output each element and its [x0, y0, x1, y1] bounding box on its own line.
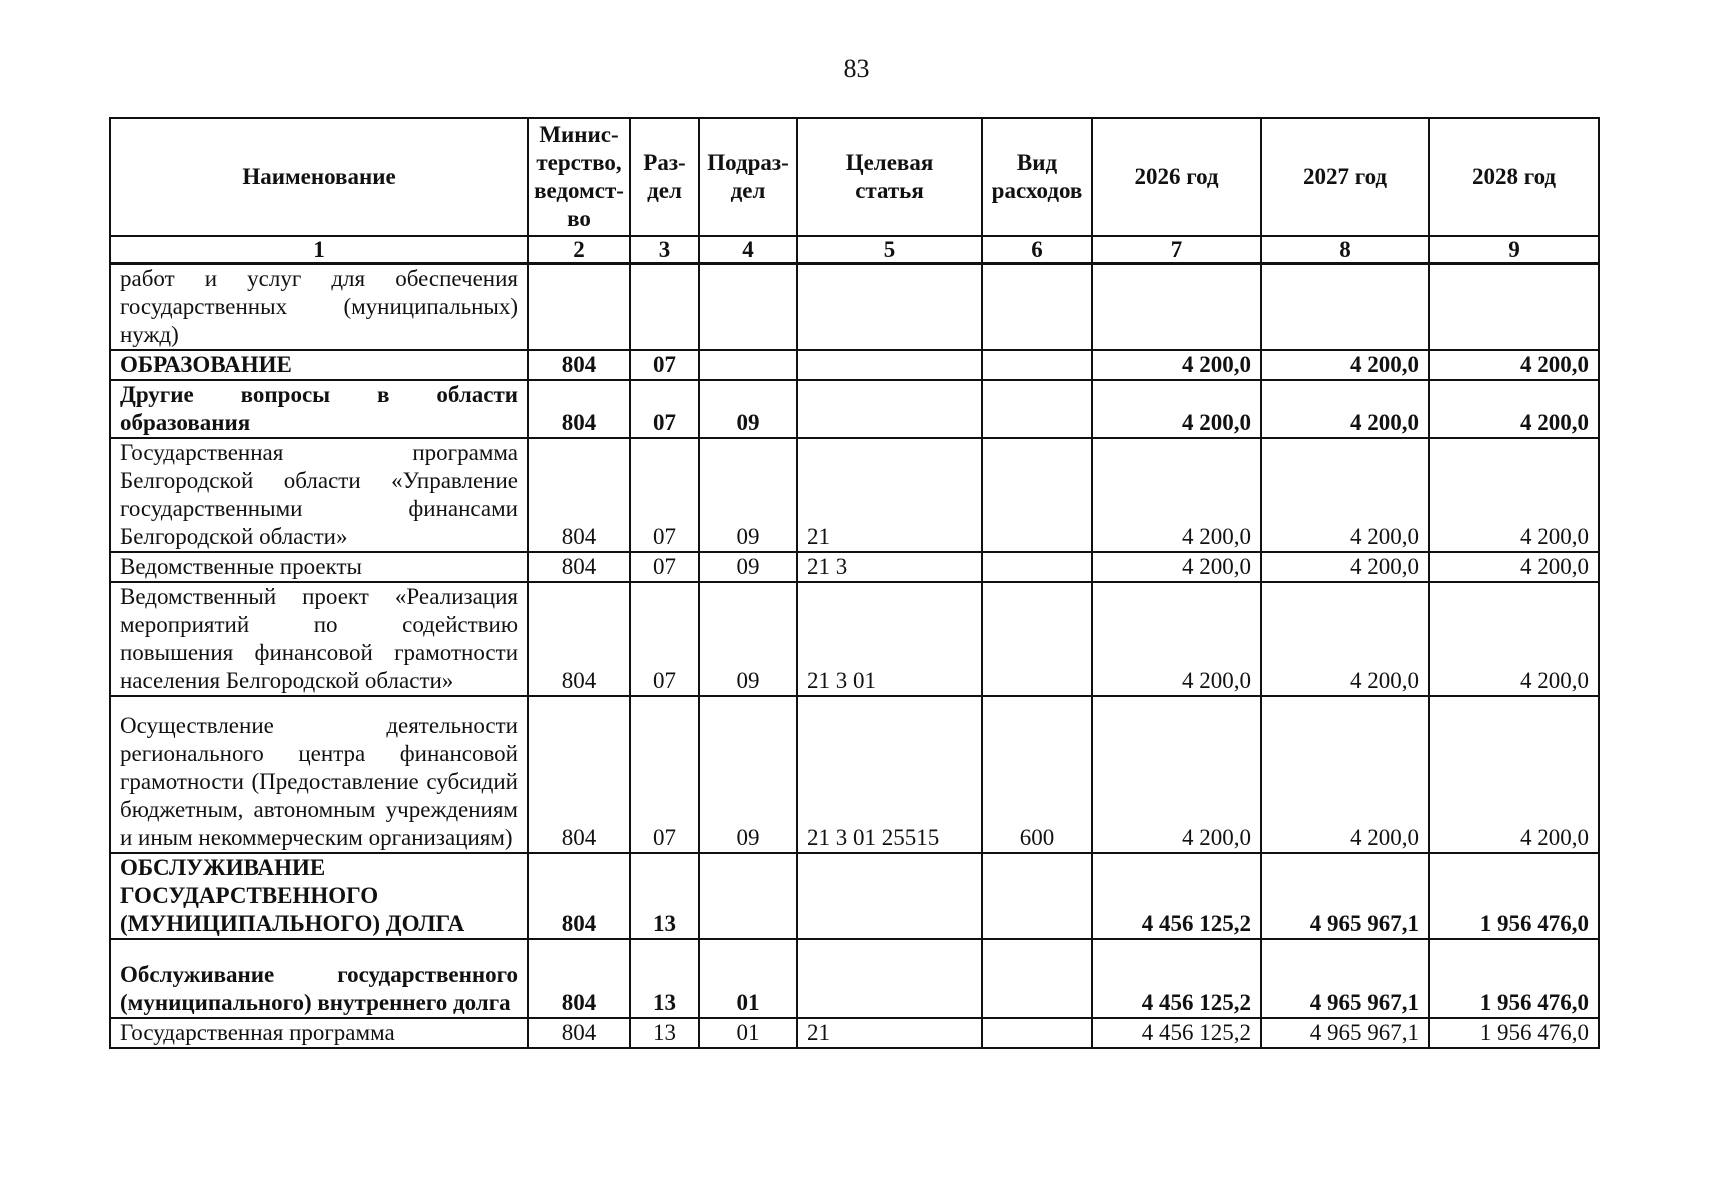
column-number-row [110, 236, 1599, 264]
row-section: 13 [630, 939, 699, 1018]
row-value-2026: 4 200,0 [1092, 696, 1261, 853]
row-value-2027: 4 965 967,1 [1261, 853, 1429, 939]
row-value-2027 [1261, 264, 1429, 351]
row-expense-type [982, 582, 1092, 696]
row-target: 21 [797, 438, 982, 552]
row-ministry: 804 [528, 939, 630, 1018]
table-row [110, 582, 1599, 696]
table-body [110, 264, 1599, 1049]
row-value-2026: 4 200,0 [1092, 582, 1261, 696]
row-name: Ведомственный проект «Реализация мероприятий по содействию повышения финансовой грамотности населения Белгородской области» [110, 582, 528, 696]
row-ministry: 804 [528, 552, 630, 582]
row-subsection: 01 [699, 1018, 797, 1048]
row-value-2026: 4 200,0 [1092, 438, 1261, 552]
row-value-2028: 4 200,0 [1429, 696, 1599, 853]
column-number: 5 [797, 236, 982, 264]
row-subsection: 09 [699, 438, 797, 552]
row-value-2028: 4 200,0 [1429, 350, 1599, 380]
page-number: 83 [843, 54, 870, 83]
row-value-2027: 4 200,0 [1261, 380, 1429, 438]
table-row [110, 380, 1599, 438]
header-ministry: Минис- терство, ведомст- во [528, 118, 630, 236]
row-section [630, 264, 699, 351]
row-value-2027: 4 965 967,1 [1261, 939, 1429, 1018]
row-expense-type [982, 264, 1092, 351]
row-name: Государственная программа Белгородской области «Управление государственными финансами Белгородской области» [110, 438, 528, 552]
row-ministry: 804 [528, 350, 630, 380]
row-value-2028: 4 200,0 [1429, 380, 1599, 438]
row-value-2026: 4 456 125,2 [1092, 853, 1261, 939]
table-row [110, 939, 1599, 1018]
row-target: 21 3 [797, 552, 982, 582]
row-target: 21 3 01 [797, 582, 982, 696]
row-subsection [699, 264, 797, 351]
row-value-2028: 1 956 476,0 [1429, 853, 1599, 939]
row-value-2026 [1092, 264, 1261, 351]
row-value-2028: 4 200,0 [1429, 582, 1599, 696]
column-number: 4 [699, 236, 797, 264]
row-expense-type [982, 853, 1092, 939]
row-target: 21 [797, 1018, 982, 1048]
header-row [110, 118, 1599, 236]
row-name: ОБРАЗОВАНИЕ [110, 350, 528, 380]
row-name: Обслуживание государственного (муниципального) внутреннего долга [110, 939, 528, 1018]
row-value-2026: 4 200,0 [1092, 350, 1261, 380]
row-value-2028: 4 200,0 [1429, 552, 1599, 582]
row-value-2028: 1 956 476,0 [1429, 939, 1599, 1018]
row-section: 07 [630, 552, 699, 582]
row-ministry: 804 [528, 438, 630, 552]
header-name: Наименование [110, 118, 528, 236]
column-number: 8 [1261, 236, 1429, 264]
column-number: 1 [110, 236, 528, 264]
row-value-2027: 4 200,0 [1261, 582, 1429, 696]
header-2027: 2027 год [1261, 118, 1429, 236]
row-section: 07 [630, 696, 699, 853]
table-row [110, 696, 1599, 853]
row-value-2028: 1 956 476,0 [1429, 1018, 1599, 1048]
row-name: Ведомственные проекты [110, 552, 528, 582]
table-row [110, 853, 1599, 939]
row-expense-type: 600 [982, 696, 1092, 853]
row-section: 07 [630, 350, 699, 380]
row-name: ОБСЛУЖИВАНИЕ ГОСУДАРСТВЕННОГО (МУНИЦИПАЛЬНОГО) ДОЛГА [110, 853, 528, 939]
row-target: 21 3 01 25515 [797, 696, 982, 853]
row-value-2027: 4 200,0 [1261, 438, 1429, 552]
row-value-2028 [1429, 264, 1599, 351]
row-name: Осуществление деятельности регионального центра финансовой грамотности (Предоставление субсидий бюджетным, автономным учреждениям и иным некоммерческим организациям) [110, 696, 528, 853]
row-section: 07 [630, 380, 699, 438]
header-section: Раз- дел [630, 118, 699, 236]
row-target [797, 380, 982, 438]
row-subsection [699, 853, 797, 939]
row-value-2026: 4 456 125,2 [1092, 939, 1261, 1018]
table-row [110, 552, 1599, 582]
row-target [797, 350, 982, 380]
row-value-2027: 4 200,0 [1261, 552, 1429, 582]
row-subsection: 09 [699, 552, 797, 582]
row-name: Другие вопросы в области образования [110, 380, 528, 438]
table-row [110, 1018, 1599, 1048]
row-expense-type [982, 939, 1092, 1018]
row-ministry: 804 [528, 582, 630, 696]
row-expense-type [982, 552, 1092, 582]
row-section: 07 [630, 582, 699, 696]
row-ministry: 804 [528, 380, 630, 438]
row-subsection [699, 350, 797, 380]
column-number: 2 [528, 236, 630, 264]
row-ministry [528, 264, 630, 351]
row-value-2026: 4 200,0 [1092, 380, 1261, 438]
column-number: 3 [630, 236, 699, 264]
row-section: 13 [630, 1018, 699, 1048]
budget-table [109, 117, 1600, 1049]
header-target: Целевая статья [797, 118, 982, 236]
row-target [797, 264, 982, 351]
row-expense-type [982, 1018, 1092, 1048]
table-row [110, 264, 1599, 351]
row-value-2027: 4 200,0 [1261, 696, 1429, 853]
row-section: 07 [630, 438, 699, 552]
row-name: Государственная программа [110, 1018, 528, 1048]
row-expense-type [982, 350, 1092, 380]
row-expense-type [982, 438, 1092, 552]
column-number: 9 [1429, 236, 1599, 264]
column-number: 7 [1092, 236, 1261, 264]
row-target [797, 939, 982, 1018]
row-value-2028: 4 200,0 [1429, 438, 1599, 552]
row-subsection: 09 [699, 696, 797, 853]
row-subsection: 09 [699, 582, 797, 696]
row-subsection: 01 [699, 939, 797, 1018]
row-ministry: 804 [528, 1018, 630, 1048]
row-ministry: 804 [528, 696, 630, 853]
header-2028: 2028 год [1429, 118, 1599, 236]
row-subsection: 09 [699, 380, 797, 438]
row-value-2027: 4 965 967,1 [1261, 1018, 1429, 1048]
row-ministry: 804 [528, 853, 630, 939]
row-value-2026: 4 456 125,2 [1092, 1018, 1261, 1048]
header-expense-type: Вид расходов [982, 118, 1092, 236]
header-2026: 2026 год [1092, 118, 1261, 236]
row-value-2026: 4 200,0 [1092, 552, 1261, 582]
row-name: работ и услуг для обеспечения государственных (муниципальных) нужд) [110, 264, 528, 351]
column-number: 6 [982, 236, 1092, 264]
row-value-2027: 4 200,0 [1261, 350, 1429, 380]
header-subsection: Подраз- дел [699, 118, 797, 236]
row-target [797, 853, 982, 939]
table-row [110, 438, 1599, 552]
row-section: 13 [630, 853, 699, 939]
table-row [110, 350, 1599, 380]
row-expense-type [982, 380, 1092, 438]
